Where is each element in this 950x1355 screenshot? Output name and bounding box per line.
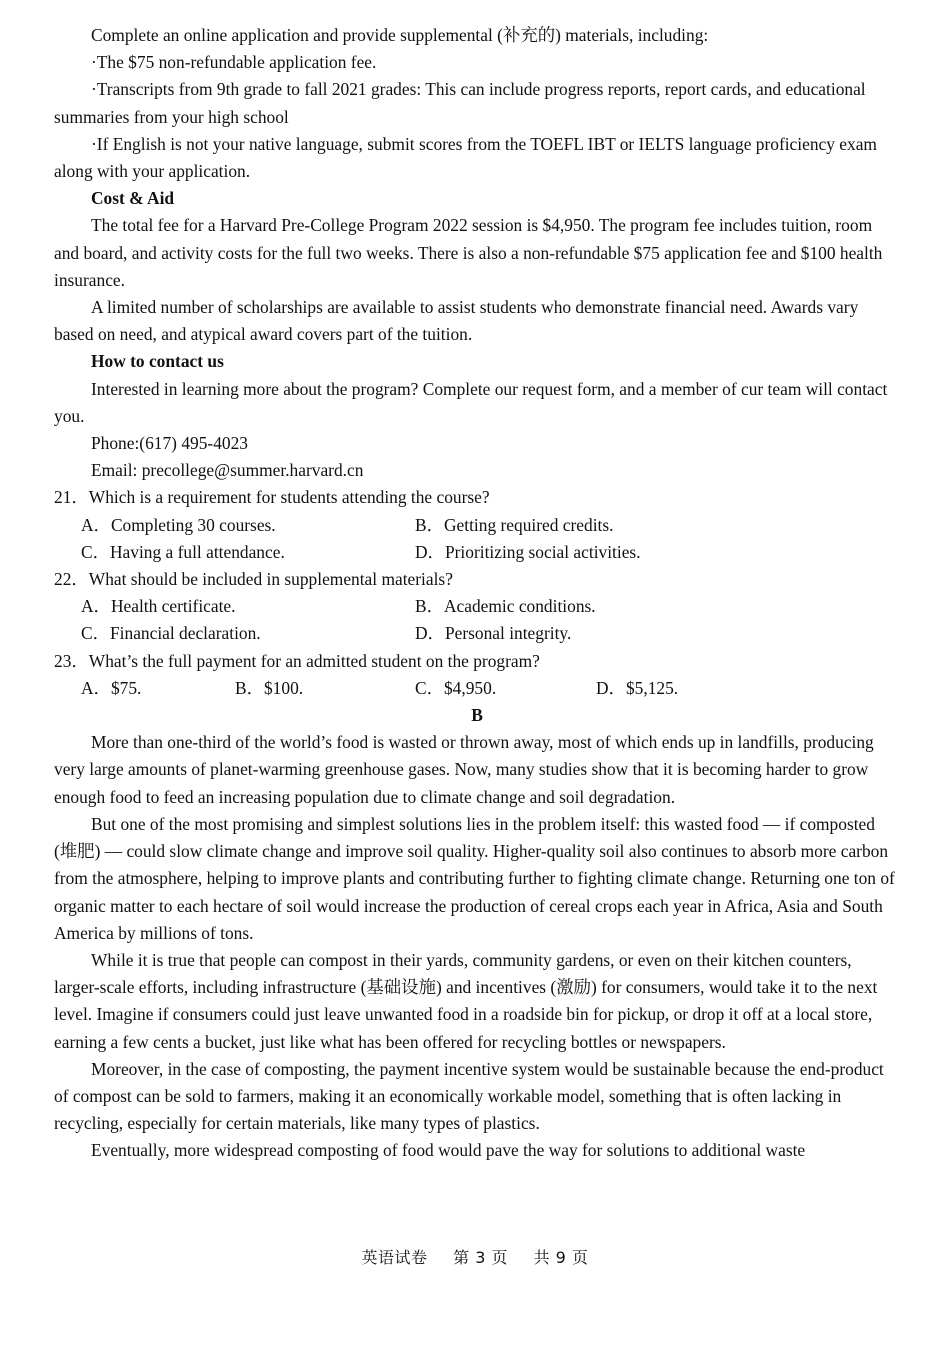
footer-page-number: 第 3 页: [453, 1248, 508, 1267]
question-21-options-row-1: [54, 512, 900, 539]
question-23-option-d: D．$5,125.: [596, 677, 679, 698]
question-22-options-row-1: [54, 593, 900, 620]
question-22-option-a: A．Health certificate.: [81, 596, 236, 617]
contact-phone: Phone:(617) 495-4023: [91, 433, 248, 454]
footer-total-pages: 共 9 页: [533, 1248, 589, 1267]
question-21-option-a: A．Completing 30 courses.: [81, 514, 276, 535]
question-21-options-row-2: [54, 539, 900, 566]
intro-item-fee: ·The $75 non-refundable application fee.: [91, 52, 377, 73]
question-21-stem: 21．Which is a requirement for students attending the course?: [54, 487, 490, 508]
intro-item-english: ·If English is not your native language, submit scores from the TOEFL IBT or IELTS language proficiency exam along with your application.: [54, 133, 877, 182]
question-23-option-b: B．$100.: [235, 677, 304, 698]
question-22-options-row-2: [54, 620, 900, 647]
question-23-option-a: A．$75.: [81, 677, 142, 698]
question-23-options-row: [54, 675, 900, 702]
question-23-stem: 23．What’s the full payment for an admitted student on the program?: [54, 650, 540, 671]
document-page: [54, 22, 900, 1165]
page-footer: [0, 1245, 950, 1268]
section-b-label: B: [471, 705, 483, 726]
section-b-paragraph-5: Eventually, more widespread composting of food would pave the way for solutions to additional waste: [91, 1140, 806, 1161]
question-22-option-c: C．Financial declaration.: [81, 623, 261, 644]
cost-paragraph-2: A limited number of scholarships are available to assist students who demonstrate financial need. Awards vary based on need, and atypical award covers part of the tuition.: [54, 297, 859, 345]
contact-paragraph: Interested in learning more about the program? Complete our request form, and a member of cur team will contact you.: [54, 378, 888, 426]
section-b-paragraph-2: But one of the most promising and simplest solutions lies in the problem itself: this wasted food — if composted (堆肥) — could slow climate change and improve soil quality. Higher-quality soil also continues to absorb more carbon from the atmosphere, helping to improve plants and contributing further to fighting climate change. Returning one ton of organic matter to each hectare of soil would increase the production of cereal crops each year in Africa, Asia and South America by millions of tons.: [54, 813, 895, 943]
question-21-option-d: D．Prioritizing social activities.: [415, 541, 641, 562]
footer-subject: 英语试卷: [361, 1248, 428, 1267]
question-21-option-b: B．Getting required credits.: [415, 514, 614, 535]
section-b-paragraph-3: While it is true that people can compost in their yards, community gardens, or even on their kitchen counters, larger-scale efforts, including infrastructure (基础设施) and incentives (激励) for consumers, would take it to the next level. Imagine if consumers could just leave unwanted food in a roadside bin for pickup, or drop it off at a local store, earning a few cents a bucket, just like what has been offered for recycling bottles or newspapers.: [54, 949, 878, 1052]
section-b-paragraph-4: Moreover, in the case of composting, the payment incentive system would be sustainable because the end-product of compost can be sold to farmers, making it an economically workable model, something that is often lacking in recycling, especially for certain materials, like many types of plastics.: [54, 1058, 884, 1134]
contact-heading: How to contact us: [91, 351, 224, 372]
question-22-stem: 22．What should be included in supplemental materials?: [54, 569, 453, 590]
question-21-option-c: C．Having a full attendance.: [81, 541, 285, 562]
intro-item-transcripts: ·Transcripts from 9th grade to fall 2021 grades: This can include progress reports, report cards, and educational summaries from your high school: [54, 79, 866, 127]
intro-line: Complete an online application and provide supplemental (补充的) materials, including:: [91, 25, 709, 45]
section-b-paragraph-1: More than one-third of the world’s food is wasted or thrown away, most of which ends up in landfills, producing very large amounts of planet-warming greenhouse gases. Now, many studies show that it is becoming harder to grow enough food to feed an increasing population due to climate change and soil degradation.: [54, 732, 874, 807]
contact-email: Email: precollege@summer.harvard.cn: [91, 460, 364, 481]
cost-heading: Cost & Aid: [91, 188, 175, 209]
question-23-option-c: C．$4,950.: [415, 677, 497, 698]
question-22-option-b: B．Academic conditions.: [415, 596, 596, 617]
cost-paragraph-1: The total fee for a Harvard Pre-College Program 2022 session is $4,950. The program fee includes tuition, room and board, and activity costs for the full two weeks. There is also a non-refundable $75 application fee and $100 health insurance.: [54, 215, 883, 290]
question-22-option-d: D．Personal integrity.: [415, 623, 572, 644]
